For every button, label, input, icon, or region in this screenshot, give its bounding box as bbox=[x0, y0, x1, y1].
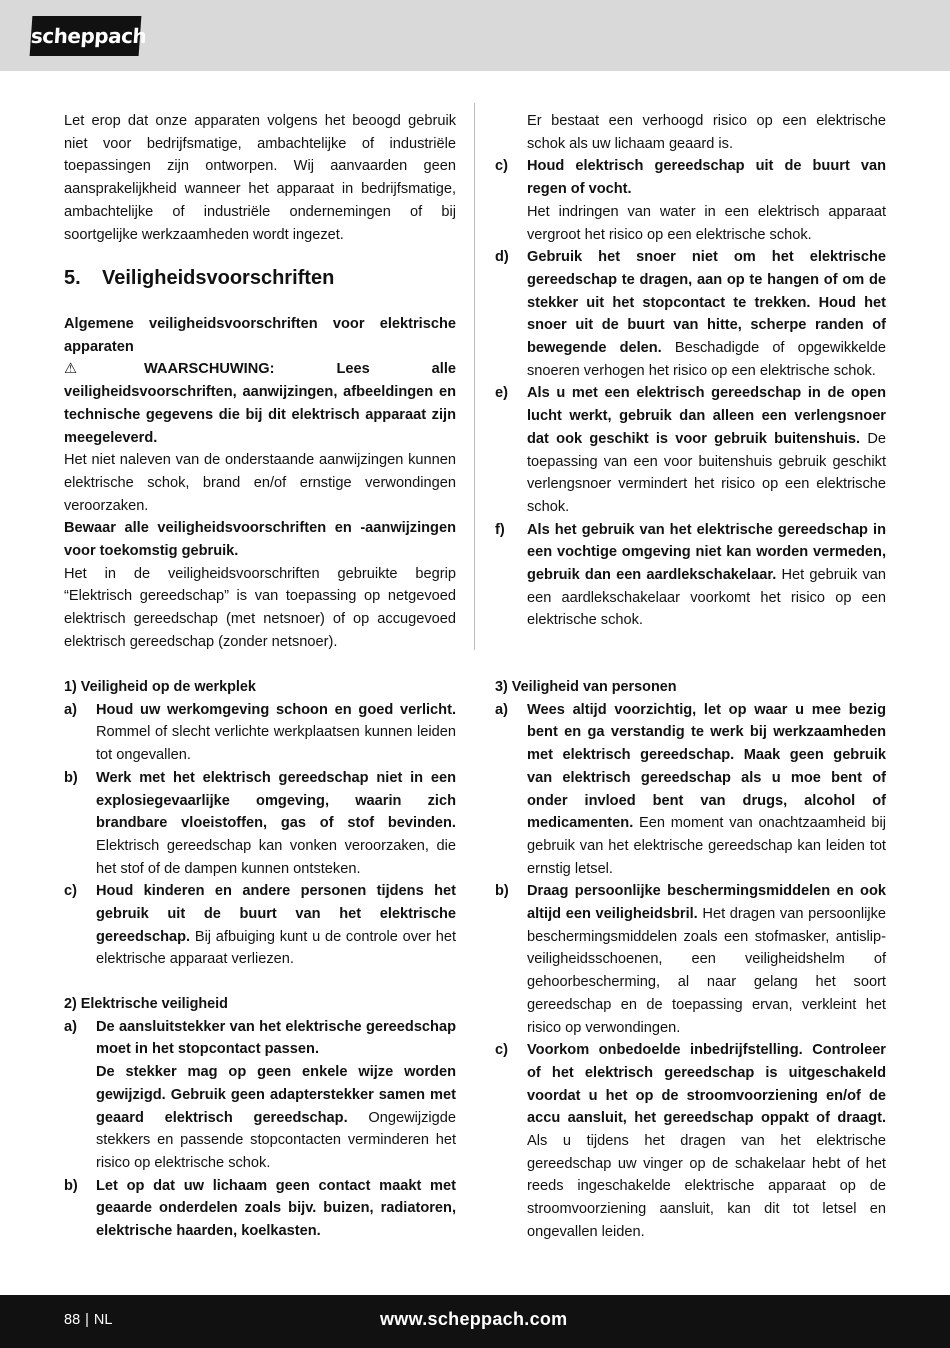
workplace-item-a: a) Houd uw werkomgeving schoon en goed verlicht. Rommel of slecht verlichte werkplaatsen kunnen leiden tot ongevallen. bbox=[64, 701, 456, 764]
persons-title: 3) Veiligheid van personen bbox=[495, 679, 677, 695]
warning-triangle-icon: ⚠ bbox=[64, 361, 78, 378]
electrical-item-d: d) Gebruik het snoer niet om het elektrische gereedschap te dragen, aan op te hangen of om de stekker uit het stopcontact te trekken. Houd het snoer uit de buurt van hitte, scherpe randen of bewegende delen. Beschadigde of opgewikkelde snoeren verhogen het risico op een elektrische schok. bbox=[495, 249, 887, 379]
header-bar bbox=[0, 0, 950, 71]
page-number: 88 bbox=[64, 1312, 81, 1328]
keep-instructions: Bewaar alle veiligheidsvoorschriften en -aanwijzingen voor toekomstig gebruik. bbox=[64, 520, 456, 560]
electrical-item-c: c) Houd elektrisch gereedschap uit de buurt van regen of vocht. Het indringen van water in een elektrisch apparaat vergroot het risico op een elektrische schok. bbox=[495, 158, 886, 243]
website-link[interactable]: www.scheppach.com bbox=[380, 1309, 568, 1329]
persons-item-b: b) Draag persoonlijke beschermingsmiddelen en ook altijd een veiligheidsbril. Het dragen van persoonlijke beschermingsmiddelen zoals een stofmasker, antislip-veiligheidsschoenen, een veiligheidshelm of gehoorbescherming, al naar gelang het soort gereedschap en de toepassing ervan, verkleint het risico op verwondingen. bbox=[495, 883, 887, 1036]
scheppach-logo: scheppach bbox=[30, 16, 142, 56]
column-divider bbox=[474, 103, 475, 650]
persons-item-a: a) Wees altijd voorzichtig, let op waar u mee bezig bent en ga verstandig te werk bij werkzaamheden met elektrisch gereedschap. Maak geen gebruik van elektrisch gereedschap als u moe bent of onder invloed bent van drugs, alcohol of medicamenten. Een moment van onachtzaamheid bij gebruik van het elektrische gereedschap kan leiden tot ernstig letsel. bbox=[495, 701, 886, 877]
electrical-item-e: e) Als u met een elektrisch gereedschap in de open lucht werkt, gebruik dan alleen een verlengsnoer dat ook geschikt is voor gebruik buitenshuis. De toepassing van een voor buitenshuis gebruik geschikt verlengsnoer vermindert het risico op een elektrische schok. bbox=[495, 385, 886, 515]
term-text: Het in de veiligheidsvoorschriften gebruikte begrip “Elektrisch gereedschap” is van toepassing op netgevoed elektrisch gereedschap (met netsnoer) of op accugevoed elektrisch gereedschap (zonder netsnoer). bbox=[64, 565, 456, 650]
warning-bold: WAARSCHUWING: Lees alle veiligheidsvoorschriften, aanwijzingen, afbeeldingen en technische gegevens die bij dit elektrisch apparaat zijn meegeleverd. bbox=[64, 361, 457, 446]
workplace-item-c: c) Houd kinderen en andere personen tijdens het gebruik uit de buurt van het elektrische gereedschap. Bij afbuiging kunt u de controle over het elektrische apparaat verliezen. bbox=[64, 883, 456, 968]
electrical-safety bbox=[64, 993, 456, 1243]
workplace-title: 1) Veiligheid op de werkplek bbox=[64, 679, 256, 695]
workplace-safety bbox=[64, 676, 456, 971]
section-number: 5. bbox=[64, 267, 81, 289]
general-safety-block bbox=[64, 313, 456, 654]
electrical-safety-continued bbox=[495, 110, 886, 632]
electrical-item-b: b) Let op dat uw lichaam geen contact maakt met geaarde onderdelen zoals bijv. buizen, radiatoren, elektrische haarden, koelkasten. bbox=[64, 1177, 456, 1240]
language-code: NL bbox=[93, 1312, 113, 1328]
electrical-item-f: f) Als het gebruik van het elektrische gereedschap in een vochtige omgeving niet kan worden vermeden, gebruik dan een aardlekschakelaar. Het gebruik van een aardlekschakelaar voorkomt het risico op een elektrische schok. bbox=[495, 521, 886, 629]
warning-paragraph bbox=[64, 358, 456, 449]
footer-bar bbox=[0, 1295, 950, 1348]
section-heading bbox=[64, 264, 334, 292]
workplace-item-b: b) Werk met het elektrisch gereedschap niet in een explosiegevaarlijke omgeving, waarin zich brandbare vloeistoffen, gas of stof bevinden. Elektrisch gereedschap kan vonken veroorzaken, die het stof of de dampen kunnen ontsteken. bbox=[64, 769, 456, 877]
intro-text: Let erop dat onze apparaten volgens het beoogd gebruik niet voor bedrijfsmatige, ambachtelijke of industriële toepassingen zijn ontworpen. Wij aanvaarden geen aansprakelijkheid wanneer het apparaat in bedrijfsmatige, ambachtelijke of industriële ondernemingen of bij soortgelijke werkzaamheden wordt ingezet. bbox=[64, 113, 456, 243]
warning-text: Het niet naleven van de onderstaande aanwijzingen kunnen elektrische schok, brand en/of ernstige verwondingen veroorzaken. bbox=[64, 452, 456, 514]
page-indicator bbox=[64, 1310, 112, 1330]
general-heading: Algemene veiligheidsvoorschriften voor elektrische apparaten bbox=[64, 316, 456, 355]
continued-text: Er bestaat een verhoogd risico op een elektrische schok als uw lichaam geaard is. bbox=[527, 113, 886, 152]
intro-paragraph bbox=[64, 110, 456, 246]
footer-separator: | bbox=[85, 1312, 89, 1328]
section-title: Veiligheidsvoorschriften bbox=[102, 267, 335, 289]
persons-item-c: c) Voorkom onbedoelde inbedrijfstelling. Controleer of het elektrisch gereedschap is uitgeschakeld voordat u het op de stroomvoorziening en/of de accu aansluit, het gereedschap oppakt of draagt. Als u tijdens het dragen van het elektrische gereedschap uw vinger op de schakelaar hebt of het reeds ingeschakelde elektrische apparaat op de stroomvoorziening aansluit, kan dit tot letsel en ongevallen leiden. bbox=[495, 1042, 886, 1240]
electrical-title: 2) Elektrische veiligheid bbox=[64, 996, 228, 1012]
personal-safety bbox=[495, 676, 886, 1244]
electrical-item-a: a) De aansluitstekker van het elektrische gereedschap moet in het stopcontact passen. De stekker mag op geen enkele wijze worden gewijzigd. Gebruik geen adapterstekker samen met geaard elektrisch gereedschap. Ongewijzigde stekkers en passende stopcontacten verminderen het risico op elektrische schok. bbox=[64, 1018, 457, 1171]
